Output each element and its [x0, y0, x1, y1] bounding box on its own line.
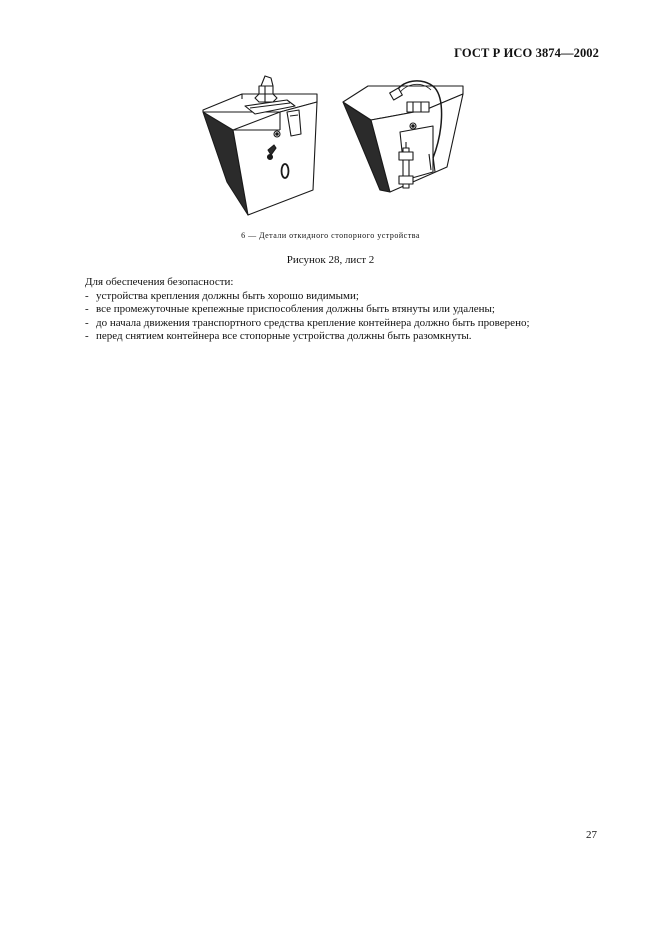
bullet-marker: - [85, 289, 89, 302]
figure-subcaption: 6 — Детали откидного стопорного устройства [241, 231, 420, 240]
locking-device-illustration [195, 72, 470, 222]
bullet-marker: - [85, 316, 89, 329]
safety-requirements-section [85, 276, 625, 344]
list-item [85, 330, 625, 344]
bullet-marker: - [85, 330, 89, 343]
list-item-text: устройства крепления должны быть хорошо видимыми; [96, 289, 359, 302]
list-item [85, 303, 625, 317]
list-item [85, 290, 625, 304]
list-item-text: до начала движения транспортного средства крепление контейнера должно быть проверено; [96, 316, 530, 329]
figure-caption: Рисунок 28, лист 2 [286, 254, 375, 266]
list-item-text: перед снятием контейнера все стопорные устройства должны быть разомкнуты. [96, 330, 472, 343]
right-device-view [343, 81, 463, 192]
bullet-marker: - [85, 303, 89, 316]
list-item [85, 317, 625, 331]
safety-intro: Для обеспечения безопасности: [85, 276, 234, 288]
page-number: 27 [586, 829, 597, 841]
locking-device-drawing [195, 72, 470, 222]
left-device-view [203, 76, 317, 215]
list-item-text: все промежуточные крепежные приспособления должны быть втянуты или удалены; [96, 303, 495, 316]
document-header-standard: ГОСТ Р ИСО 3874—2002 [454, 46, 599, 60]
safety-list [85, 290, 625, 344]
